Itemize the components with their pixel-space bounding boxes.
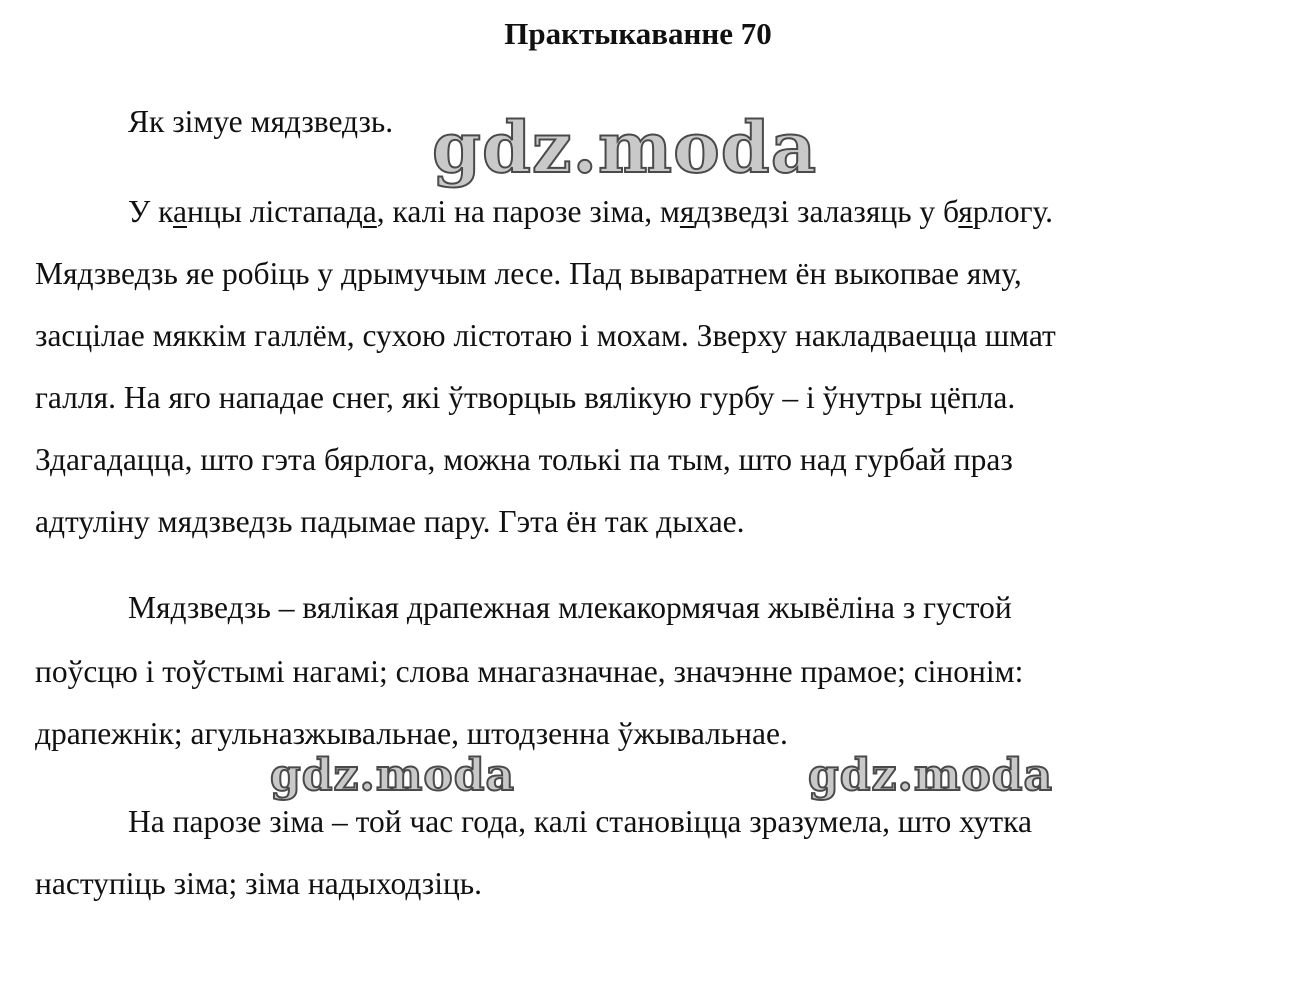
text-line: адтуліну мядзведзь падымае пару. Гэта ён так дыхае. <box>35 504 745 539</box>
phrase-line: На парозе зіма – той час года, калі становіцца зразумела, што хутка <box>128 804 1032 839</box>
text-line: Здагадацца, што гэта бярлога, можна толькі па тым, што над гурбай праз <box>35 442 1013 477</box>
definition-line: драпежнік; агульназжывальнае, штодзенна ўжывальнае. <box>35 716 788 751</box>
text-line: галля. На яго нападае снег, які ўтворцыь вялікую гурбу – і ўнутры цёпла. <box>35 380 1016 415</box>
text-heading: Як зімуе мядзведзь. <box>128 104 394 139</box>
watermark: gdz.moda <box>808 750 1054 801</box>
text-line-first: У канцы лістапада, калі на парозе зіма, мядзведзі залазяць у бярлогу. <box>128 194 1053 229</box>
definition-line: поўсцю і тоўстымі нагамі; слова мнагазначнае, значэнне прамое; сінонім: <box>35 654 1024 689</box>
phrase-line: наступіць зіма; зіма надыходзіць. <box>35 866 483 901</box>
text-line: засцілае мяккім галлём, сухою лістотаю і мохам. Зверху накладваецца шмат <box>35 318 1056 353</box>
page-title: Практыкаванне 70 <box>504 16 772 51</box>
text-line: Мядзведзь яе робіць у дрымучым лесе. Пад вываратнем ён выкопвае яму, <box>35 256 1022 291</box>
watermark: gdz.moda <box>270 750 516 801</box>
definition-line: Мядзведзь – вялікая драпежная млекакормячая жывёліна з густой <box>128 590 1012 625</box>
watermark: gdz.moda <box>432 106 818 189</box>
